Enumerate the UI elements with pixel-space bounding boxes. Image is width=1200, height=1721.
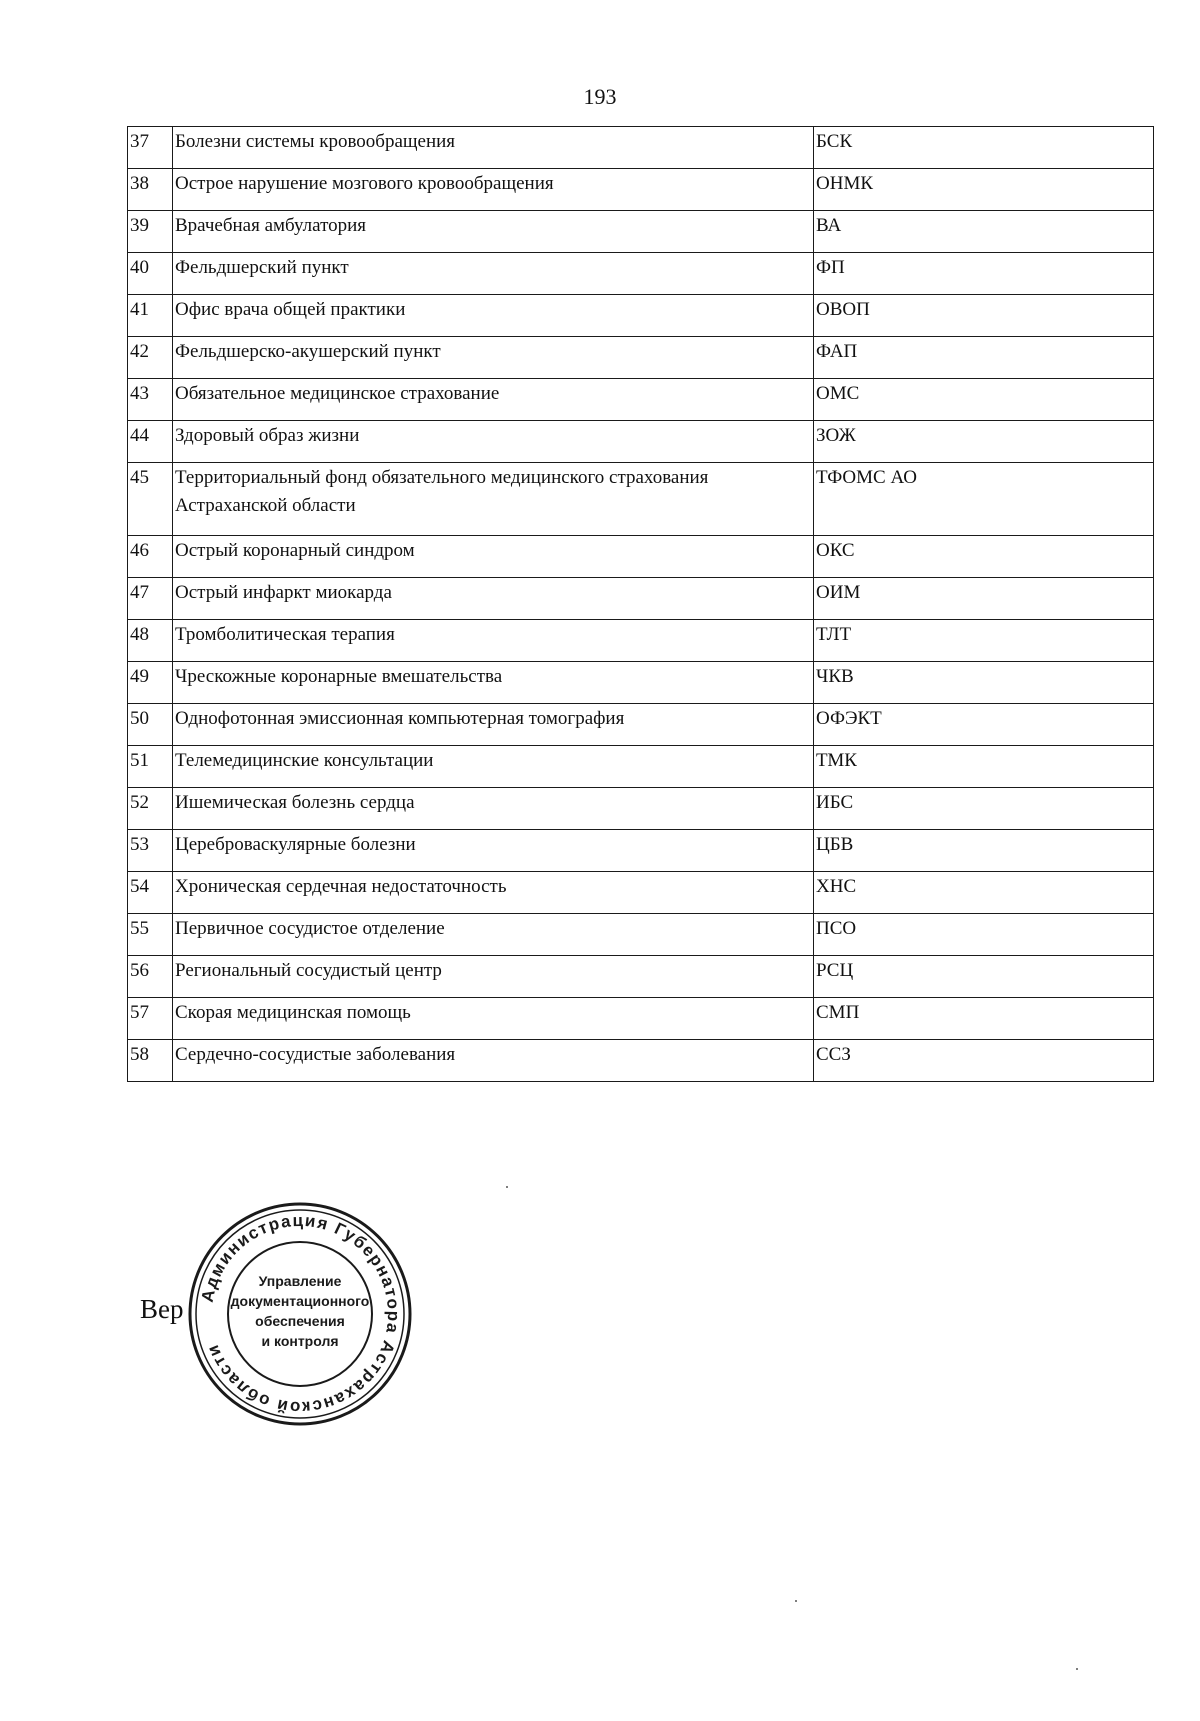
row-term: Чрескожные коронарные вмешательства	[173, 662, 814, 704]
page-number: 193	[583, 84, 617, 109]
row-number: 56	[128, 956, 173, 998]
table-row	[128, 211, 1154, 253]
stamp-inner-line: документационного	[230, 1293, 370, 1309]
table-row	[128, 662, 1154, 704]
table-row	[128, 536, 1154, 578]
official-seal-stamp	[186, 1200, 414, 1428]
row-number: 44	[128, 421, 173, 463]
stamp-inner-line: и контроля	[261, 1333, 339, 1349]
table-row	[128, 620, 1154, 662]
row-abbreviation: ЗОЖ	[814, 421, 1154, 463]
row-term: Тромболитическая терапия	[173, 620, 814, 662]
scan-speck	[506, 1186, 508, 1188]
row-abbreviation: ЧКВ	[814, 662, 1154, 704]
row-term: Острый инфаркт миокарда	[173, 578, 814, 620]
row-abbreviation: БСК	[814, 127, 1154, 169]
table-row	[128, 337, 1154, 379]
row-abbreviation: ТФОМС АО	[814, 463, 1154, 536]
table-row	[128, 295, 1154, 337]
row-number: 39	[128, 211, 173, 253]
row-term: Фельдшерско-акушерский пункт	[173, 337, 814, 379]
row-term: Ишемическая болезнь сердца	[173, 788, 814, 830]
row-number: 37	[128, 127, 173, 169]
row-number: 46	[128, 536, 173, 578]
row-term: Фельдшерский пункт	[173, 253, 814, 295]
row-number: 40	[128, 253, 173, 295]
table-row	[128, 704, 1154, 746]
row-number: 53	[128, 830, 173, 872]
table-row	[128, 253, 1154, 295]
row-term: Скорая медицинская помощь	[173, 998, 814, 1040]
row-term: Болезни системы кровообращения	[173, 127, 814, 169]
table-row	[128, 421, 1154, 463]
abbreviations-table	[127, 126, 1154, 1082]
row-number: 57	[128, 998, 173, 1040]
row-term: Офис врача общей практики	[173, 295, 814, 337]
row-abbreviation: ИБС	[814, 788, 1154, 830]
row-number: 54	[128, 872, 173, 914]
stamp-inner-line: Управление	[258, 1273, 342, 1289]
row-number: 58	[128, 1040, 173, 1082]
row-abbreviation: ПСО	[814, 914, 1154, 956]
row-term: Территориальный фонд обязательного медицинского страхования Астраханской области	[173, 463, 814, 536]
row-term: Обязательное медицинское страхование	[173, 379, 814, 421]
stamp-inner-line: обеспечения	[255, 1313, 345, 1329]
row-term: Региональный сосудистый центр	[173, 956, 814, 998]
scan-speck	[1076, 1668, 1078, 1670]
row-number: 47	[128, 578, 173, 620]
stamp-outer-text: Администрация Губернатора Астраханской области	[197, 1210, 404, 1418]
row-abbreviation: ОИМ	[814, 578, 1154, 620]
table-row	[128, 1040, 1154, 1082]
row-number: 50	[128, 704, 173, 746]
row-abbreviation: ФАП	[814, 337, 1154, 379]
row-abbreviation: ФП	[814, 253, 1154, 295]
row-term: Хроническая сердечная недостаточность	[173, 872, 814, 914]
row-number: 55	[128, 914, 173, 956]
row-term: Цереброваскулярные болезни	[173, 830, 814, 872]
row-term: Острый коронарный синдром	[173, 536, 814, 578]
row-term: Телемедицинские консультации	[173, 746, 814, 788]
row-abbreviation: ОФЭКТ	[814, 704, 1154, 746]
row-abbreviation: ОМС	[814, 379, 1154, 421]
row-term: Однофотонная эмиссионная компьютерная томография	[173, 704, 814, 746]
row-number: 51	[128, 746, 173, 788]
row-term: Первичное сосудистое отделение	[173, 914, 814, 956]
row-number: 49	[128, 662, 173, 704]
row-term: Врачебная амбулатория	[173, 211, 814, 253]
row-abbreviation: ВА	[814, 211, 1154, 253]
scan-speck	[795, 1600, 797, 1602]
row-term: Здоровый образ жизни	[173, 421, 814, 463]
table-row	[128, 379, 1154, 421]
row-number: 41	[128, 295, 173, 337]
row-term: Острое нарушение мозгового кровообращения	[173, 169, 814, 211]
table-row	[128, 788, 1154, 830]
row-number: 48	[128, 620, 173, 662]
row-abbreviation: ТЛТ	[814, 620, 1154, 662]
table-row	[128, 956, 1154, 998]
table-row	[128, 169, 1154, 211]
row-number: 42	[128, 337, 173, 379]
signature-text: Вер	[140, 1294, 184, 1324]
row-abbreviation: ССЗ	[814, 1040, 1154, 1082]
row-abbreviation: СМП	[814, 998, 1154, 1040]
row-abbreviation: ТМК	[814, 746, 1154, 788]
row-number: 45	[128, 463, 173, 536]
row-abbreviation: ОКС	[814, 536, 1154, 578]
table-row	[128, 127, 1154, 169]
table-row	[128, 872, 1154, 914]
table-row	[128, 463, 1154, 536]
row-number: 52	[128, 788, 173, 830]
table-row	[128, 578, 1154, 620]
row-abbreviation: ОНМК	[814, 169, 1154, 211]
row-term: Сердечно-сосудистые заболевания	[173, 1040, 814, 1082]
row-number: 43	[128, 379, 173, 421]
table-row	[128, 914, 1154, 956]
row-abbreviation: ОВОП	[814, 295, 1154, 337]
table-row	[128, 746, 1154, 788]
row-abbreviation: ХНС	[814, 872, 1154, 914]
table-row	[128, 998, 1154, 1040]
row-number: 38	[128, 169, 173, 211]
row-abbreviation: РСЦ	[814, 956, 1154, 998]
table-row	[128, 830, 1154, 872]
row-abbreviation: ЦБВ	[814, 830, 1154, 872]
